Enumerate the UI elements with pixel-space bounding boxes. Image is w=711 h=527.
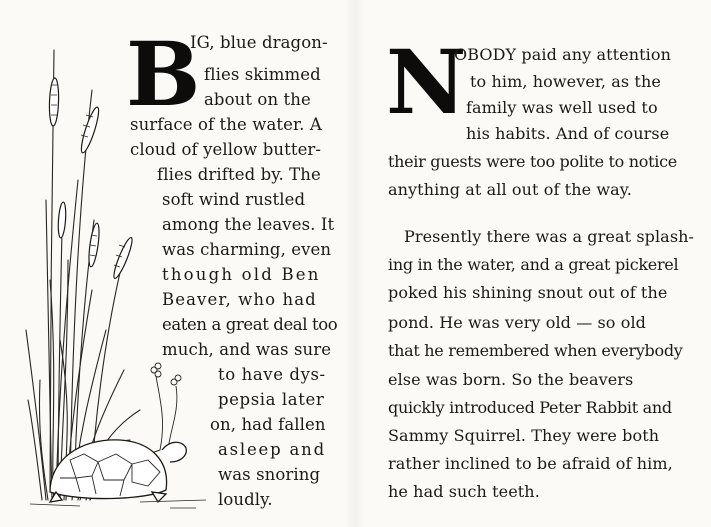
- right-dropcap: N: [386, 30, 467, 134]
- right-p1-line-1: OBODY paid any attention: [454, 45, 672, 64]
- right-p2-line-2: ing in the water, and a great pickerel: [388, 255, 679, 274]
- left-line-11: Beaver, who had: [162, 290, 317, 309]
- left-line-19: loudly.: [218, 490, 273, 509]
- left-line-14: to have dys-: [218, 365, 326, 384]
- left-line-10: though old Ben: [162, 265, 321, 284]
- right-p2-line-7: quickly introduced Peter Rabbit and: [388, 398, 672, 417]
- right-p2-line-4: pond. He was very old — so old: [388, 313, 646, 332]
- left-line-6: flies drifted by. The: [157, 165, 321, 184]
- page-gutter: [345, 0, 365, 527]
- left-line-9: was charming, even: [162, 240, 332, 259]
- right-p1-line-3: family was well used to: [466, 98, 658, 117]
- right-p1-line-2: to him, however, as the: [470, 72, 661, 91]
- right-p2-line-10: he had such teeth.: [388, 482, 540, 501]
- right-p1-line-5: their guests were too polite to notice: [388, 152, 677, 171]
- left-line-8: among the leaves. It: [162, 215, 335, 234]
- right-p2-line-3: poked his shining snout out of the: [388, 283, 668, 302]
- left-line-17: asleep and: [218, 440, 326, 459]
- left-line-1: IG, blue dragon-: [190, 33, 328, 52]
- left-line-12: eaten a great deal too: [162, 315, 338, 334]
- right-p1-line-6: anything at all out of the way.: [388, 180, 632, 199]
- left-line-18: was snoring: [218, 465, 321, 484]
- left-line-13: much, and was sure: [162, 340, 332, 359]
- left-line-15: pepsia later: [218, 390, 325, 409]
- left-line-3: about on the: [204, 90, 311, 109]
- left-line-4: surface of the water. A: [130, 115, 322, 134]
- right-p2-line-1: Presently there was a great splash-: [404, 227, 695, 246]
- left-line-7: soft wind rustled: [162, 190, 306, 209]
- right-p2-line-6: else was born. So the beavers: [388, 370, 634, 389]
- right-p2-line-9: rather inclined to be afraid of him,: [388, 454, 673, 473]
- left-dropcap: B: [126, 22, 201, 126]
- right-p2-line-8: Sammy Squirrel. They were both: [388, 426, 660, 445]
- left-line-2: flies skimmed: [204, 65, 321, 84]
- right-p1-line-4: his habits. And of course: [466, 124, 670, 143]
- right-p2-line-5: that he remembered when everybody: [388, 341, 683, 360]
- left-line-5: cloud of yellow butter-: [130, 140, 322, 159]
- left-line-16: on, had fallen: [210, 415, 326, 434]
